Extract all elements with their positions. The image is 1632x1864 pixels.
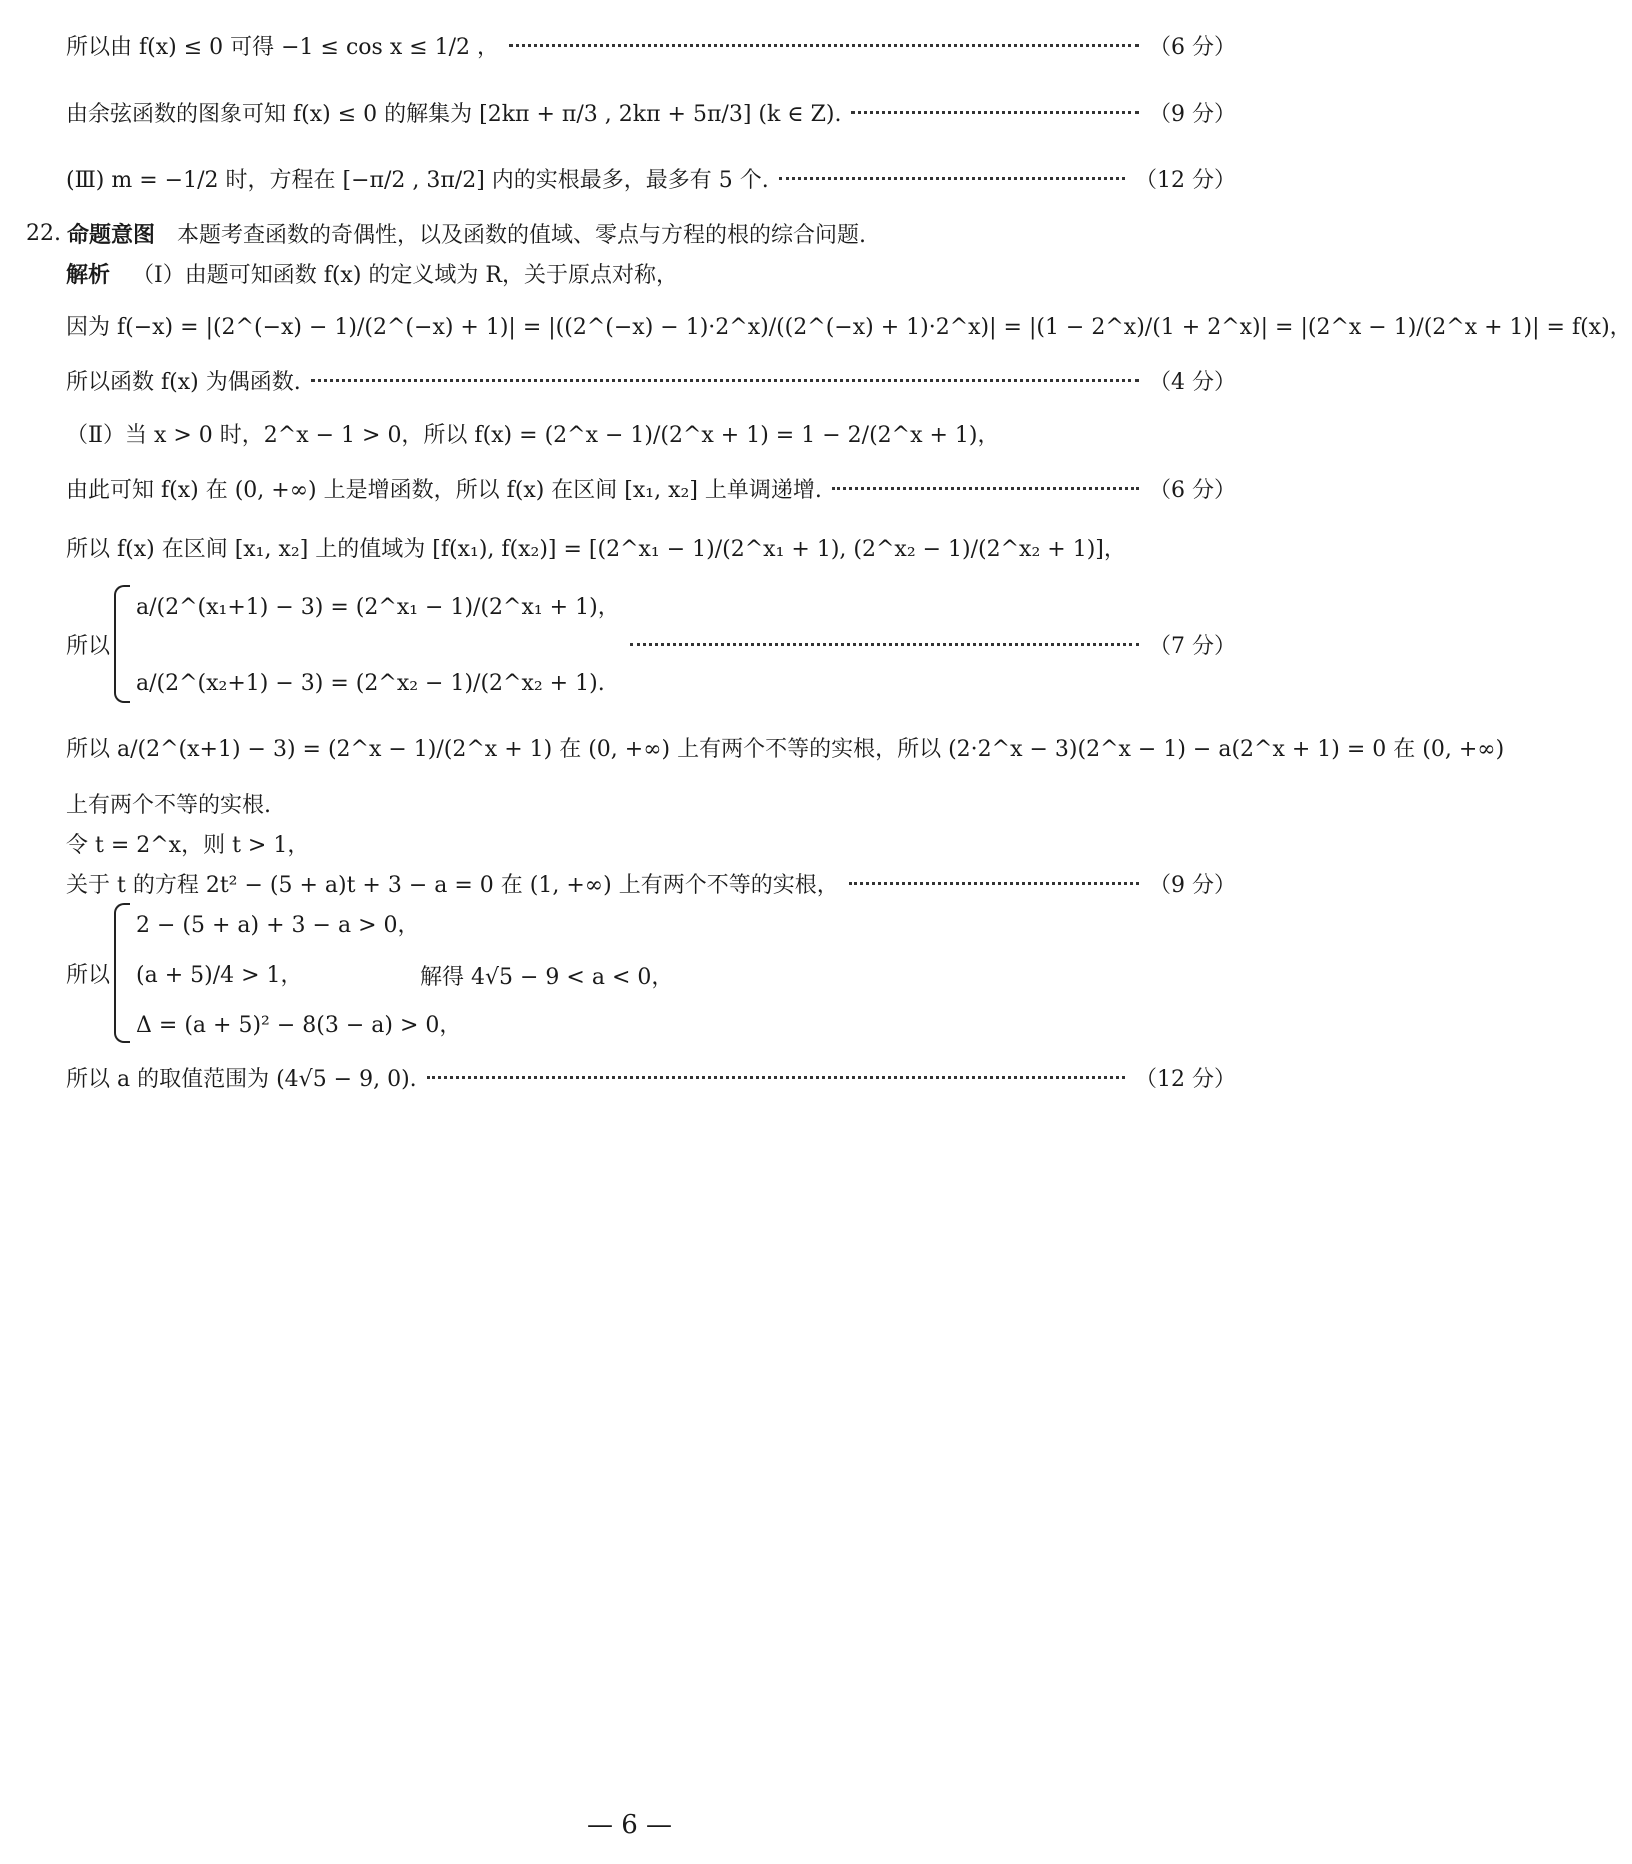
dot-leader	[427, 1076, 1125, 1079]
system-label: 所以	[66, 962, 111, 988]
line-text: 由此可知 f(x) 在 (0, +∞) 上是增函数，所以 f(x) 在区间 [x₁, x₂] 上单调递增.	[66, 477, 822, 503]
analysis-label: 解析	[66, 262, 111, 288]
line-value-range	[66, 524, 1236, 570]
line-text: (Ⅲ) m = −1/2 时，方程在 [−π/2 , 3π/2] 内的实根最多，最多有 5 个.	[66, 167, 769, 193]
score-label: （9 分）	[1149, 101, 1236, 127]
line-text: 所以 a 的取值范围为 (4√5 − 9, 0).	[66, 1066, 417, 1092]
line-text: 关于 t 的方程 2t² − (5 + a)t + 3 − a = 0 在 (1, +∞) 上有两个不等的实根，	[66, 872, 839, 898]
system-row: Δ = (a + 5)² − 8(3 − a) > 0，	[136, 1012, 462, 1038]
dot-leader	[851, 111, 1139, 114]
score-label: （12 分）	[1135, 167, 1236, 193]
line-solve-result	[420, 952, 920, 998]
dot-leader	[630, 643, 1139, 646]
system-rows	[136, 903, 461, 1043]
line-even-proof	[66, 302, 1632, 348]
line-part3-answer	[66, 155, 1236, 201]
score-label: （6 分）	[1149, 477, 1236, 503]
line-even-conclusion	[66, 357, 1236, 403]
score-label: （12 分）	[1135, 1066, 1236, 1092]
line-quadratic	[66, 860, 1236, 906]
dot-leader	[311, 379, 1139, 382]
left-brace	[114, 585, 130, 703]
line-cos-range	[66, 22, 1236, 68]
question-number: 22.	[26, 220, 61, 246]
dot-leader	[779, 177, 1125, 180]
equation-system-1	[66, 585, 1236, 703]
left-brace	[114, 903, 130, 1043]
score-label: （4 分）	[1149, 369, 1236, 395]
line-text: （Ⅱ）当 x > 0 时，2^x − 1 > 0，所以 f(x) = (2^x − 1)/(2^x + 1) = 1 − 2/(2^x + 1)，	[66, 422, 1000, 448]
page-number: — 6 —	[586, 1810, 673, 1840]
line-text: 由余弦函数的图象可知 f(x) ≤ 0 的解集为 [2kπ + π/3 , 2kπ + 5π/3] (k ∈ Z).	[66, 101, 842, 127]
intent-text: 本题考查函数的奇偶性，以及函数的值域、零点与方程的根的综合问题.	[177, 222, 867, 248]
line-solution-set	[66, 89, 1236, 135]
intent-label: 命题意图	[67, 222, 156, 248]
score-label: （6 分）	[1149, 34, 1236, 60]
score-label: （7 分）	[1149, 633, 1236, 659]
system-row: a/(2^(x₂+1) − 3) = (2^x₂ − 1)/(2^x₂ + 1).	[136, 670, 605, 696]
line-text: （Ⅰ）由题可知函数 f(x) 的定义域为 R，关于原点对称，	[132, 262, 678, 288]
line-text: 因为 f(−x) = |(2^(−x) − 1)/(2^(−x) + 1)| = |((2^(−x) − 1)·2^x)/((2^(−x) + 1)·2^x)| = |(1 − 2^x)/(1 + 2^x)| = |(2^x − 1)/(2^x + 1)| = f(x)，	[66, 314, 1632, 340]
line-text: 所以函数 f(x) 为偶函数.	[66, 369, 301, 395]
line-final-range	[66, 1054, 1236, 1100]
score-label: （9 分）	[1149, 872, 1236, 898]
line-part2-start	[66, 410, 1236, 456]
system-row: (a + 5)/4 > 1，	[136, 962, 303, 988]
line-text: 令 t = 2^x，则 t > 1，	[66, 832, 310, 858]
line-increasing	[66, 465, 1236, 511]
system-row: 2 − (5 + a) + 3 − a > 0，	[136, 912, 420, 938]
system-rows	[136, 585, 620, 703]
dot-leader	[832, 487, 1139, 490]
line-analysis-part1	[66, 250, 1236, 296]
line-text: 所以由 f(x) ≤ 0 可得 −1 ≤ cos x ≤ 1/2 ，	[66, 34, 500, 60]
line-text: 所以 a/(2^(x+1) − 3) = (2^x − 1)/(2^x + 1) 在 (0, +∞) 上有两个不等的实根，所以 (2·2^x − 3)(2^x − 1) − a(2^x + 1) = 0 在 (0, +∞)	[66, 736, 1505, 762]
line-text: 解得 4√5 − 9 < a < 0，	[420, 964, 674, 990]
line-text: 所以 f(x) 在区间 [x₁, x₂] 上的值域为 [f(x₁), f(x₂)] = [(2^x₁ − 1)/(2^x₁ + 1), (2^x₂ − 1)/(2^x₂ + 1)]，	[66, 536, 1126, 562]
dot-leader	[849, 882, 1139, 885]
inequality-system	[66, 903, 461, 1043]
line-text: 上有两个不等的实根.	[66, 792, 271, 818]
system-row: a/(2^(x₁+1) − 3) = (2^x₁ − 1)/(2^x₁ + 1)，	[136, 594, 620, 620]
system-label: 所以	[66, 633, 111, 659]
dot-leader	[509, 44, 1139, 47]
line-two-roots	[66, 724, 1505, 770]
